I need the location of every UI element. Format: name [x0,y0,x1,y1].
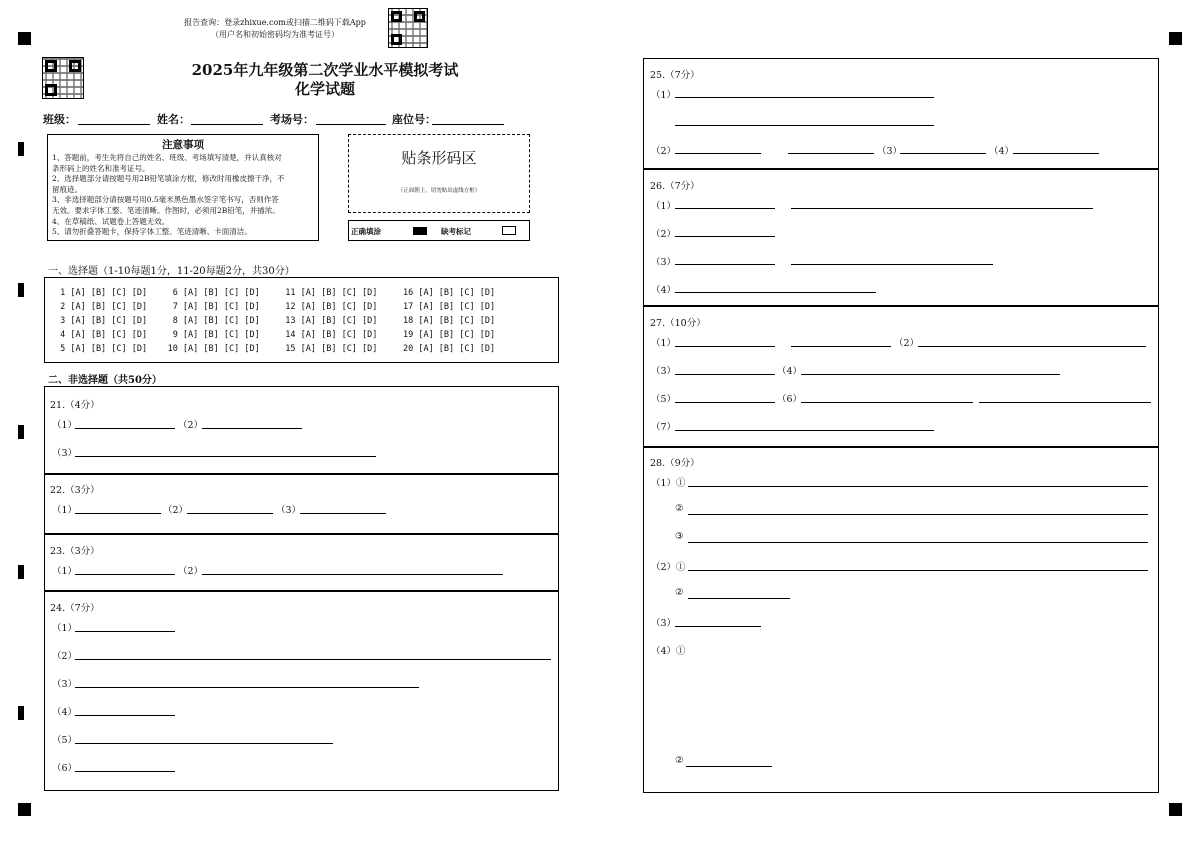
answer-label: （2） [163,505,189,516]
correct-fill-label: 正确填涂 [351,227,381,236]
answer-line[interactable] [675,208,775,209]
answer-label: （2） [894,338,920,349]
answer-line[interactable] [788,153,874,154]
answer-label: （2） [651,146,677,157]
answer-line[interactable] [187,513,273,514]
answer-line[interactable] [688,570,1148,571]
barcode-label: 贴条形码区 [401,149,477,167]
corner-mark [1169,32,1182,45]
answer-label: （4） [777,366,803,377]
choice-row[interactable]: 5 [A] [B] [C] [D] 10 [A] [B] [C] [D] 15 [A] [B] [C] [D] 20 [A] [B] [C] [D] [55,344,496,354]
answer-line[interactable] [688,514,1148,515]
answer-line[interactable] [675,346,775,347]
question-25-title: 25.（7分） [650,70,700,81]
answer-label: （4） [651,285,677,296]
fill-legend [348,220,530,241]
answer-label: （1） [52,623,78,634]
question-28-box [643,447,1159,793]
barcode-hint: （正面朝上，切勿贴出虚线方框） [397,188,481,194]
answer-line[interactable] [675,236,775,237]
answer-line[interactable] [202,428,302,429]
answer-line[interactable] [75,513,161,514]
question-24-title: 24.（7分） [50,603,100,614]
seat-label: 座位号： [392,113,436,126]
answer-label: （5） [651,394,677,405]
question-21-box [44,386,559,474]
question-22-box [44,474,559,534]
answer-line[interactable] [675,402,775,403]
answer-label: （2） [178,566,204,577]
answer-label: （3） [52,679,78,690]
answer-line[interactable] [791,208,1093,209]
answer-line[interactable] [675,264,775,265]
absent-checkbox[interactable] [502,226,516,235]
answer-line[interactable] [75,687,419,688]
answer-line[interactable] [900,153,986,154]
answer-label: （3） [52,448,78,459]
answer-line[interactable] [75,631,175,632]
answer-label: ② [675,587,684,598]
answer-label: （1）① [651,478,686,489]
answer-label: （2） [52,651,78,662]
report-query-line1: 报告查询：登录zhixue.com或扫描二维码下载App [184,18,366,27]
answer-label: （1） [651,338,677,349]
answer-line[interactable] [75,715,175,716]
question-28-title: 28.（9分） [650,458,700,469]
answer-line[interactable] [688,542,1148,543]
answer-line[interactable] [918,346,1146,347]
answer-label: （4） [989,146,1015,157]
answer-line[interactable] [675,374,775,375]
room-label: 考场号： [270,113,314,126]
question-23-box [44,534,559,591]
answer-label: ② [675,755,684,766]
answer-label: （1） [651,201,677,212]
answer-line[interactable] [75,456,376,457]
choice-box [44,277,559,363]
answer-line[interactable] [675,292,876,293]
choice-row[interactable]: 4 [A] [B] [C] [D] 9 [A] [B] [C] [D] 14 [A] [B] [C] [D] 19 [A] [B] [C] [D] [55,330,496,340]
corner-mark [18,803,31,816]
answer-label: （4）① [651,646,686,657]
exam-title: 2025年九年级第二次学业水平模拟考试 [191,61,459,79]
question-23-title: 23.（3分） [50,546,100,557]
choice-row[interactable]: 1 [A] [B] [C] [D] 6 [A] [B] [C] [D] 11 [A] [B] [C] [D] 16 [A] [B] [C] [D] [55,288,496,298]
question-21-title: 21.（4分） [50,400,100,411]
answer-label: （6） [52,763,78,774]
notice-title: 注意事项 [162,139,204,151]
question-27-title: 27.（10分） [650,318,706,329]
section1-title: 一、选择题（1-10每题1分，11-20每题2分，共30分） [48,266,295,277]
answer-line[interactable] [202,574,503,575]
answer-label: （3） [651,257,677,268]
answer-line[interactable] [791,264,993,265]
question-22-title: 22.（3分） [50,485,100,496]
corner-mark [1169,803,1182,816]
answer-label: （3） [877,146,903,157]
answer-line[interactable] [300,513,386,514]
question-24-box [44,591,559,791]
filled-box-icon [413,227,427,235]
answer-label: ② [675,503,684,514]
barcode-area [348,134,530,213]
answer-label: （1） [52,420,78,431]
answer-label: （4） [52,707,78,718]
notice-box [47,134,319,241]
question-27-box [643,306,1159,447]
answer-label: （7） [651,422,677,433]
choice-row[interactable]: 2 [A] [B] [C] [D] 7 [A] [B] [C] [D] 12 [A] [B] [C] [D] 17 [A] [B] [C] [D] [55,302,496,312]
answer-label: ③ [675,531,684,542]
answer-line[interactable] [791,346,891,347]
answer-label: （1） [52,566,78,577]
answer-label: （1） [651,90,677,101]
answer-line[interactable] [75,428,175,429]
answer-line[interactable] [675,125,934,126]
answer-line[interactable] [801,374,1060,375]
answer-label: （2） [178,420,204,431]
question-26-box [643,169,1159,306]
exam-subtitle: 化学试题 [294,80,355,98]
answer-label: （6） [777,394,803,405]
corner-mark [18,32,31,45]
answer-line[interactable] [1013,153,1099,154]
class-label: 班级： [43,113,76,126]
question-26-title: 26.（7分） [650,181,700,192]
answer-line[interactable] [979,402,1151,403]
name-field[interactable] [191,124,263,125]
answer-line[interactable] [675,97,934,98]
answer-line[interactable] [675,153,761,154]
class-field[interactable] [78,124,150,125]
timing-mark [18,283,24,297]
answer-line[interactable] [75,659,551,660]
section2-title: 二、非选择题（共50分） [48,375,162,386]
answer-line[interactable] [75,771,175,772]
absent-mark-label: 缺考标记 [441,227,471,236]
answer-label: （3） [651,618,677,629]
room-field[interactable] [316,124,386,125]
answer-label: （2）① [651,562,686,573]
timing-mark [18,142,24,156]
report-query-line2: （用户名和初始密码均为准考证号） [211,30,339,39]
answer-line[interactable] [675,430,934,431]
answer-label: （2） [651,229,677,240]
timing-mark [18,565,24,579]
answer-label: （1） [52,505,78,516]
answer-line[interactable] [688,486,1148,487]
qr-code-icon [388,8,428,48]
notice-text: 1、答题前，考生先将自己的姓名、班级、考场填写清楚，并认真核对 条形码上的姓名和准考证号。 2、选择题部分请按题号用2B铅笔填涂方框，修改时用橡皮擦干净，不 留痕迹。 3、非选择题部分请按题号用0.5毫米黑色墨水签字笔书写，否则作答 无效。要求字体工整、笔迹清晰。作图时，必须用2B铅笔，并描浓。 4、在草稿纸、试题卷上答题无效。 5、请勿折叠答题卡，保持字体工整、笔迹清晰、卡面清洁。 [52,153,285,237]
answer-line[interactable] [75,743,333,744]
seat-field[interactable] [432,124,504,125]
answer-line[interactable] [75,574,175,575]
timing-mark [18,706,24,720]
qr-code-icon [42,57,84,99]
answer-label: （3） [651,366,677,377]
answer-line[interactable] [688,598,790,599]
answer-label: （5） [52,735,78,746]
answer-line[interactable] [675,626,761,627]
answer-label: （3） [276,505,302,516]
name-label: 姓名： [157,113,190,126]
answer-line[interactable] [801,402,973,403]
timing-mark [18,425,24,439]
choice-row[interactable]: 3 [A] [B] [C] [D] 8 [A] [B] [C] [D] 13 [A] [B] [C] [D] 18 [A] [B] [C] [D] [55,316,496,326]
answer-line[interactable] [686,766,772,767]
